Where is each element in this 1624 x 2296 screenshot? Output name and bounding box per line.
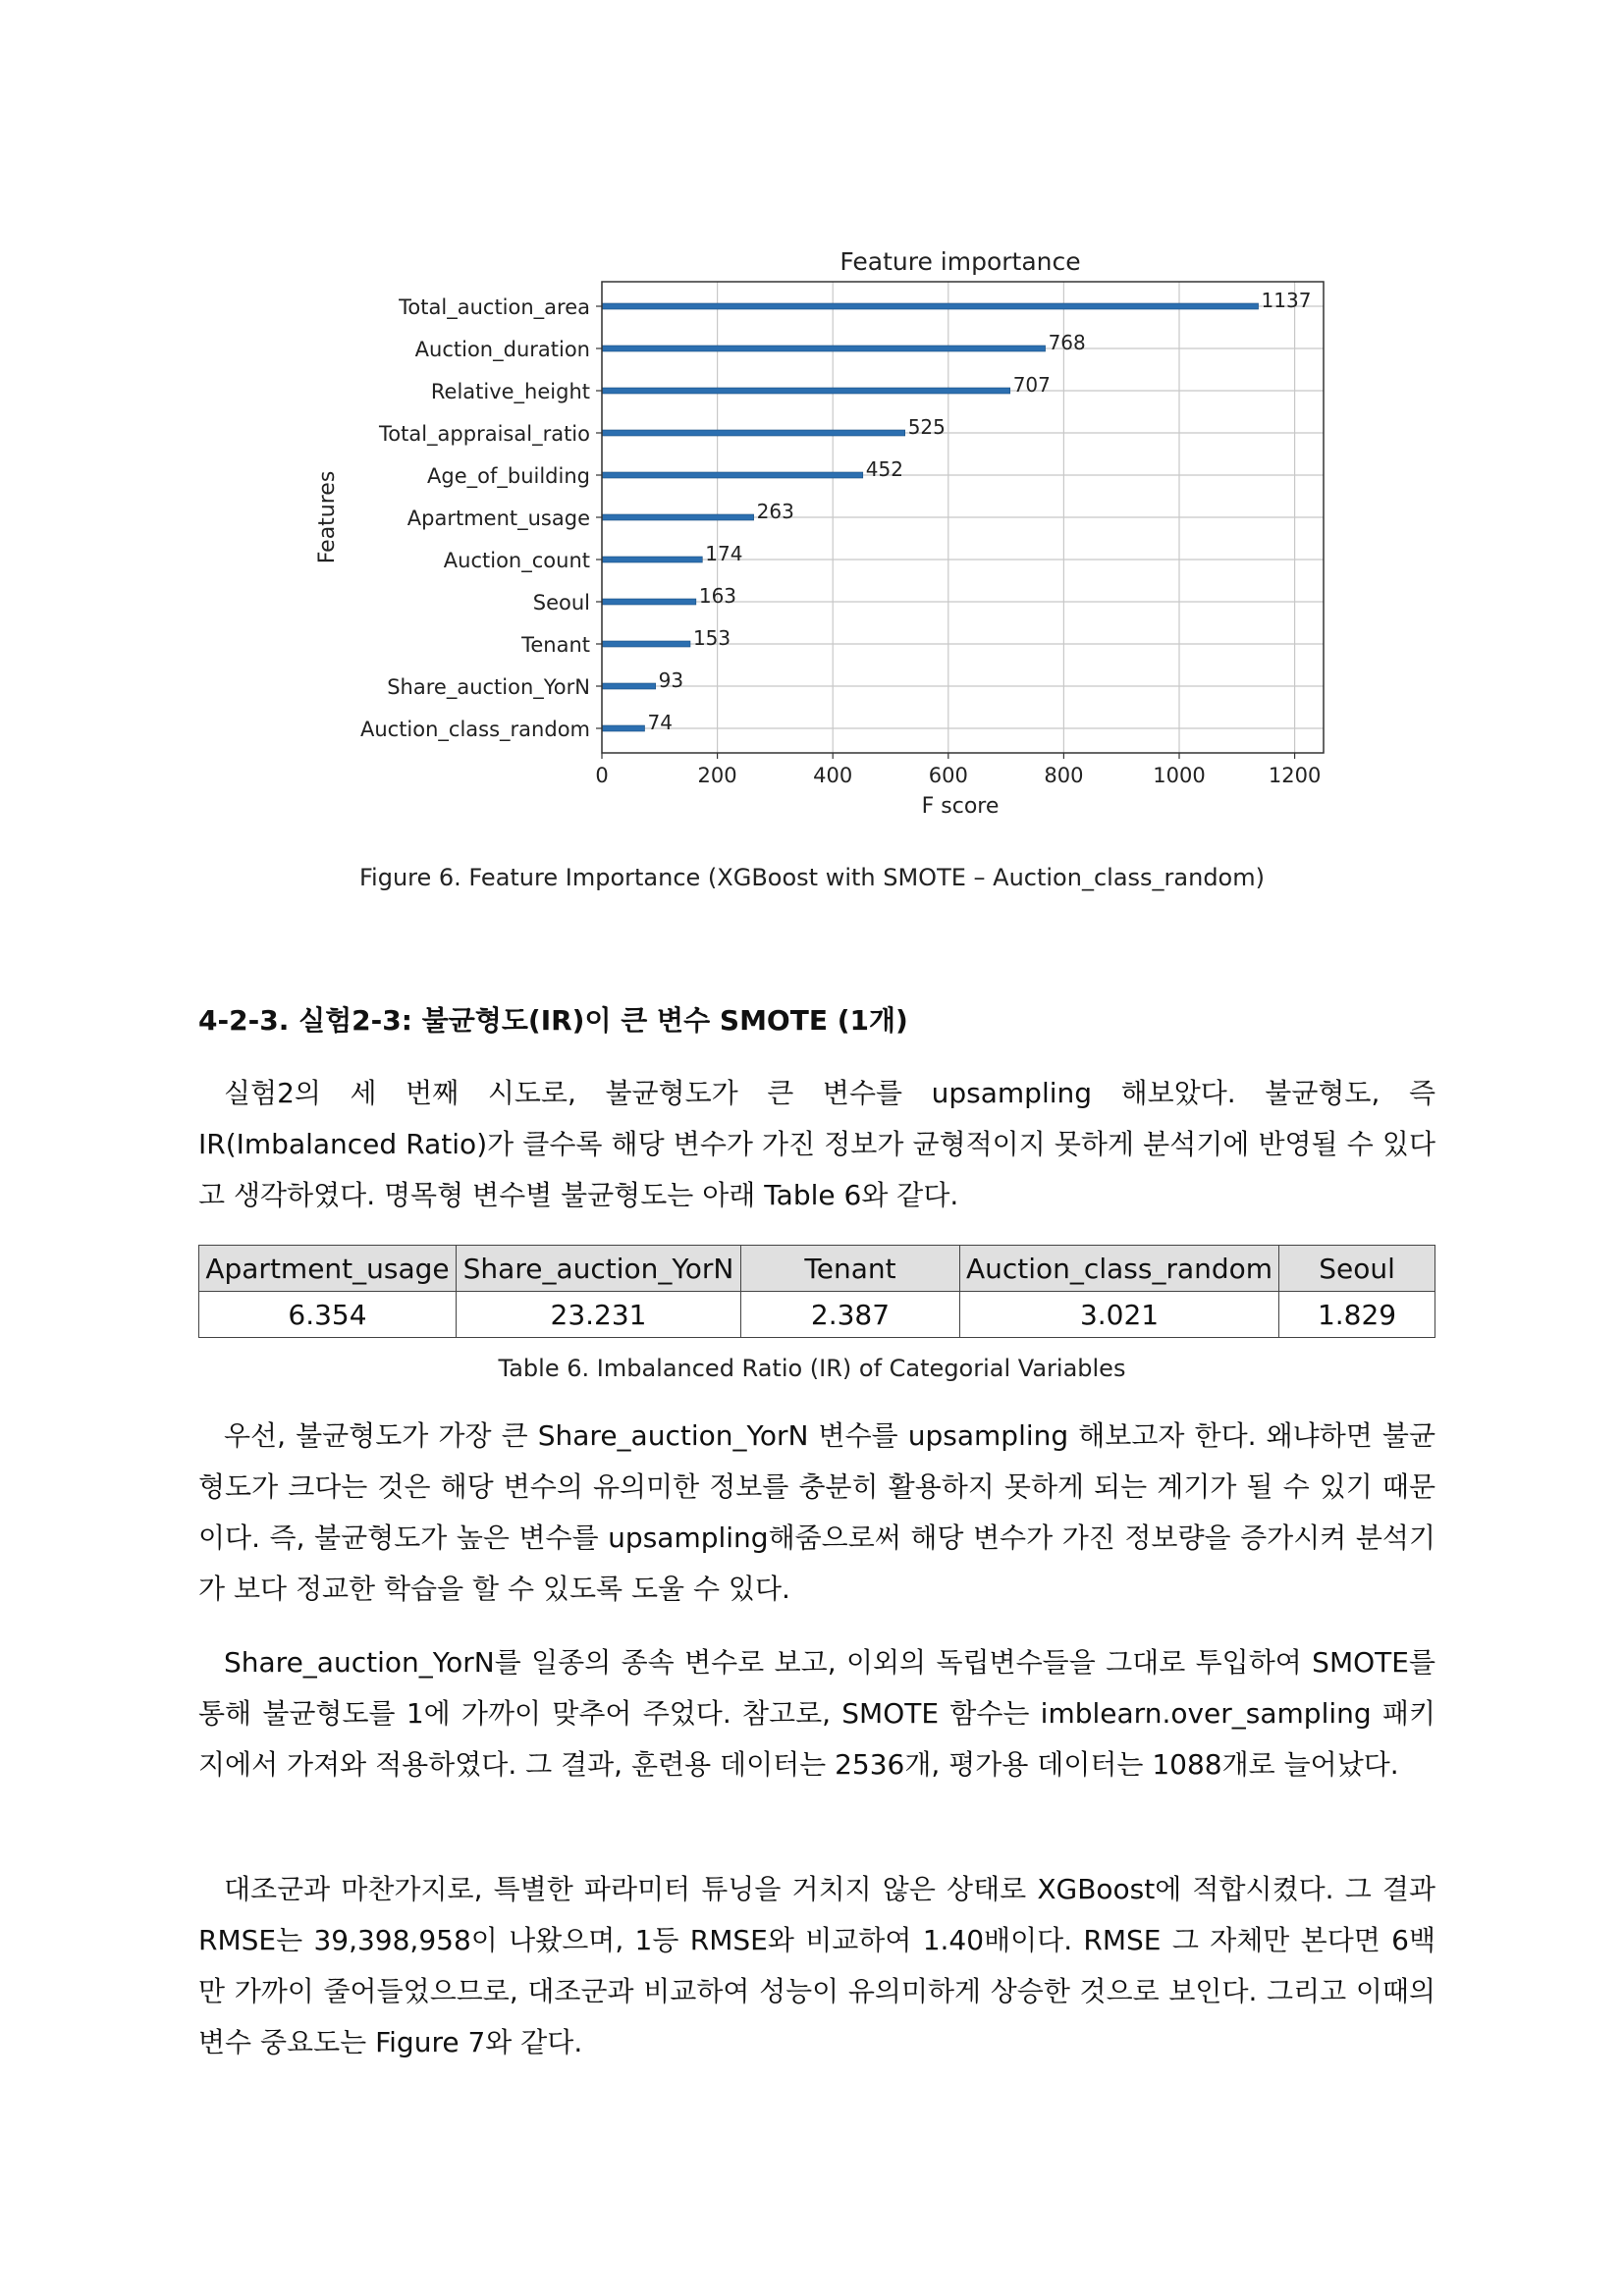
bar [602, 346, 1046, 351]
ir-table-value-row [199, 1292, 1435, 1338]
data-label: 525 [907, 415, 946, 439]
data-label: 163 [698, 584, 737, 608]
ir-table [198, 1245, 1435, 1338]
category-label: Total_auction_area [399, 295, 590, 319]
x-tick-label: 800 [1044, 764, 1084, 787]
ir-table-header: Seoul [1279, 1246, 1435, 1292]
x-tick-label: 200 [697, 764, 737, 787]
ir-table-header: Share_auction_YorN [457, 1246, 741, 1292]
category-label: Auction_count [443, 549, 590, 572]
y-axis-label: Features [315, 470, 340, 564]
ir-table-cell: 3.021 [960, 1292, 1279, 1338]
x-tick-label: 1000 [1153, 764, 1206, 787]
data-label: 707 [1012, 373, 1051, 397]
x-tick-label: 0 [595, 764, 609, 787]
bar [602, 430, 905, 436]
ir-table-cell: 6.354 [199, 1292, 457, 1338]
paragraph-3: Share_auction_YorN를 일종의 종속 변수로 보고, 이외의 독립변수들을 그대로 투입하여 SMOTE를 통해 불균형도를 1에 가까이 맞추어 주었다. 참고로, SMOTE 함수는 imblearn.over_sampling 패키지에서 가져와 적용하였다. 그 결과, 훈련용 데이터는 2536개, 평가용 데이터는 1088개로 늘어났다. [198, 1646, 1435, 1781]
data-label: 768 [1048, 331, 1086, 354]
bar [602, 472, 863, 478]
category-label: Auction_class_random [359, 718, 590, 741]
ir-table-cell: 2.387 [741, 1292, 960, 1338]
feature-importance-chart [295, 231, 1335, 839]
chart-title: Feature importance [839, 247, 1081, 276]
bar [602, 599, 696, 605]
section-heading: 4-2-3. 실험2-3: 불균형도(IR)이 큰 변수 SMOTE (1개) [198, 1004, 908, 1037]
data-label: 452 [865, 457, 903, 481]
data-label: 74 [647, 711, 673, 734]
category-label: Total_appraisal_ratio [379, 422, 590, 446]
paragraph-4: 대조군과 마찬가지로, 특별한 파라미터 튜닝을 거치지 않은 상태로 XGBoost에 적합시켰다. 그 결과 RMSE는 39,398,958이 나왔으며, 1등 RMSE와 비교하여 1.40배이다. RMSE 그 자체만 본다면 6백만 가까이 줄어들었으므로, 대조군과 비교하여 성능이 유의미하게 상승한 것으로 보인다. 그리고 이때의 변수 중요도는 Figure 7와 같다. [198, 1873, 1435, 2058]
ir-table-cell: 23.231 [457, 1292, 741, 1338]
paragraph-2: 우선, 불균형도가 가장 큰 Share_auction_YorN 변수를 upsampling 해보고자 한다. 왜냐하면 불균형도가 크다는 것은 해당 변수의 유의미한 정보를 충분히 활용하지 못하게 되는 계기가 될 수 있기 때문이다. 즉, 불균형도가 높은 변수를 upsampling해줌으로써 해당 변수가 가진 정보량을 증가시켜 분석기가 보다 정교한 학습을 할 수 있도록 도울 수 있다. [198, 1419, 1435, 1605]
x-tick-label: 400 [813, 764, 853, 787]
x-tick-label: 600 [928, 764, 968, 787]
bar [602, 641, 690, 647]
bar [602, 725, 645, 731]
category-label: Seoul [532, 591, 590, 614]
paragraph-1: 실험2의 세 번째 시도로, 불균형도가 큰 변수를 upsampling 해보았다. 불균형도, 즉 IR(Imbalanced Ratio)가 클수록 해당 변수가 가진 정보가 균형적이지 못하게 분석기에 반영될 수 있다고 생각하였다. 명목형 변수별 불균형도는 아래 Table 6와 같다. [198, 1077, 1435, 1211]
ir-table-header: Auction_class_random [960, 1246, 1279, 1292]
data-label: 174 [705, 542, 743, 565]
category-label: Auction_duration [414, 338, 590, 361]
category-label: Share_auction_YorN [387, 675, 590, 699]
ir-table-header-row [199, 1246, 1435, 1292]
x-tick-label: 1200 [1268, 764, 1322, 787]
category-label: Relative_height [430, 380, 590, 403]
data-label: 93 [658, 668, 684, 692]
data-label: 263 [756, 500, 794, 523]
bar [602, 303, 1259, 309]
data-label: 1137 [1261, 289, 1312, 312]
category-label: Tenant [521, 633, 590, 657]
category-label: Apartment_usage [406, 507, 590, 530]
bar [602, 683, 656, 689]
category-label: Age_of_building [427, 464, 590, 488]
bar [602, 557, 702, 562]
ir-table-cell: 1.829 [1279, 1292, 1435, 1338]
ir-table-header: Tenant [741, 1246, 960, 1292]
figure-caption: Figure 6. Feature Importance (XGBoost with SMOTE – Auction_class_random) [359, 864, 1265, 891]
bar [602, 388, 1010, 394]
bar [602, 514, 754, 520]
x-axis-label: F score [921, 794, 1000, 819]
table-caption: Table 6. Imbalanced Ratio (IR) of Categorial Variables [498, 1355, 1126, 1382]
ir-table-header: Apartment_usage [199, 1246, 457, 1292]
data-label: 153 [692, 626, 731, 650]
